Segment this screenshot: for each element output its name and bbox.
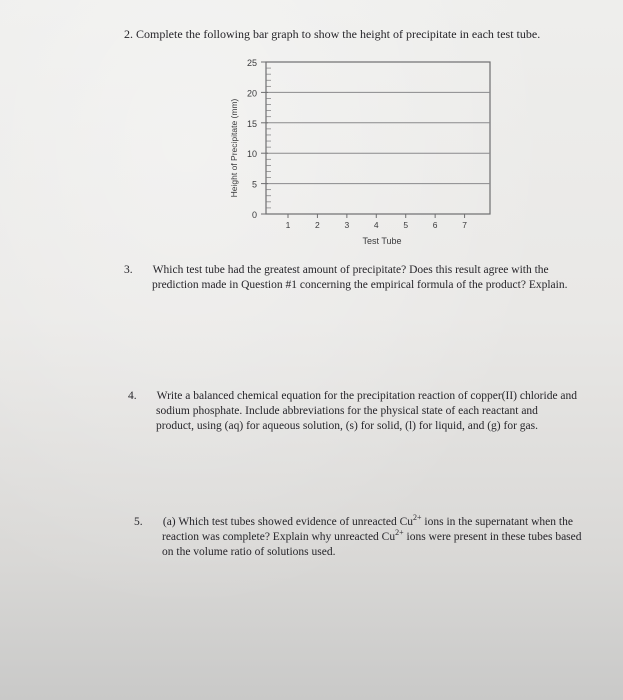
question-5-number: 5. [134, 516, 143, 528]
question-4-text: Write a balanced chemical equation for the precipitation reaction of copper(II) chloride and sodium phosphate. Include abbreviations for the physical state of each reactant and product, using (aq) for aqueous solution, (s) for solid, (l) for liquid, and (g) for gas. [156, 390, 578, 432]
y-tick-label-25: 25 [246, 58, 257, 68]
y-axis-title: Height of Precipitate (mm) [229, 98, 239, 198]
question-3-number: 3. [124, 264, 133, 276]
question-2 [124, 27, 540, 42]
question-5-text-c: ions were present in these tubes based on the volume ratio of solutions used. [162, 531, 582, 558]
question-5-text-b: ions in the supernatant when the reaction was complete? Explain why unreacted Cu [162, 516, 573, 543]
question-5-part: (a) [162, 516, 176, 528]
cu-charge-2: 2+ [395, 528, 404, 538]
x-tick-label-5: 5 [403, 220, 409, 230]
x-axis-title: Test Tube [362, 236, 402, 246]
x-tick-label-1: 1 [285, 220, 291, 230]
x-tick-label-7: 7 [462, 220, 467, 230]
question-3 [124, 263, 578, 293]
question-2-number: 2. [124, 27, 133, 41]
x-tick-label-2: 2 [315, 220, 320, 230]
question-4 [128, 389, 578, 434]
y-tick-label-10: 10 [246, 149, 257, 160]
y-tick-label-0: 0 [251, 210, 257, 220]
x-tick-label-4: 4 [373, 220, 379, 230]
y-tick-label-15: 15 [246, 118, 257, 129]
cu-charge-1: 2+ [413, 513, 422, 523]
question-5-text-a: Which test tubes showed evidence of unreacted Cu [178, 516, 414, 528]
question-3-text: Which test tube had the greatest amount of precipitate? Does this result agree with the prediction made in Question #1 concerning the empirical formula of the product? Explain. [152, 264, 568, 291]
bar-chart [220, 50, 510, 260]
x-tick-label-6: 6 [432, 220, 438, 230]
bar-chart-svg [220, 50, 510, 260]
question-2-text: Complete the following bar graph to show the height of precipitate in each test tube. [136, 27, 541, 41]
y-tick-label-5: 5 [251, 179, 257, 190]
plot-frame [266, 62, 490, 214]
question-5 [134, 513, 588, 560]
question-4-number: 4. [128, 390, 137, 402]
y-tick-label-20: 20 [246, 88, 257, 99]
x-tick-label-3: 3 [344, 220, 350, 230]
